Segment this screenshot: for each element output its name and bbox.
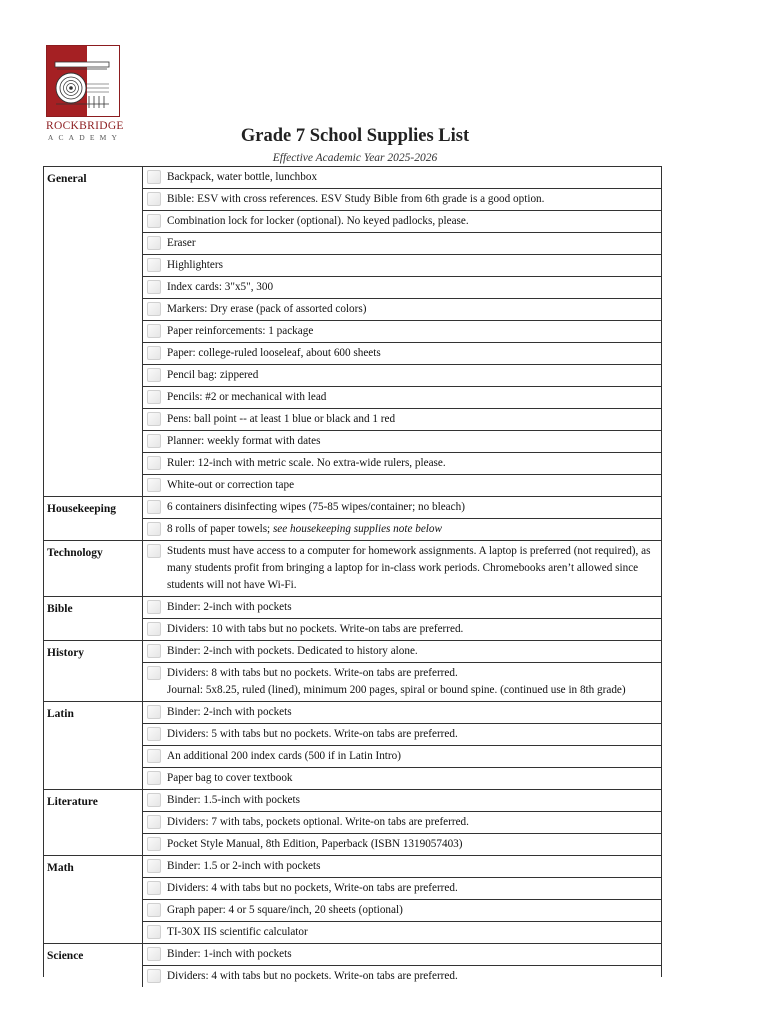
category-label: Bible xyxy=(44,597,143,640)
checkbox[interactable] xyxy=(147,302,161,316)
list-item: Index cards: 3"x5", 300 xyxy=(143,277,661,299)
housekeeping-note-link: see housekeeping supplies note below xyxy=(272,523,442,535)
list-item: Backpack, water bottle, lunchbox xyxy=(143,167,661,189)
checkbox[interactable] xyxy=(147,705,161,719)
category-label: Latin xyxy=(44,702,143,789)
list-item: Markers: Dry erase (pack of assorted colors) xyxy=(143,299,661,321)
list-item: Dividers: 4 with tabs but no pockets, Write-on tabs are preferred. xyxy=(143,878,661,900)
category-label: Math xyxy=(44,856,143,943)
checkbox[interactable] xyxy=(147,170,161,184)
checkbox[interactable] xyxy=(147,522,161,536)
checkbox[interactable] xyxy=(147,368,161,382)
section-general xyxy=(44,167,661,497)
list-item: Combination lock for locker (optional). No keyed padlocks, please. xyxy=(143,211,661,233)
list-item: Paper reinforcements: 1 package xyxy=(143,321,661,343)
logo-subtitle: ACADEMY xyxy=(47,133,123,142)
checkbox[interactable] xyxy=(147,969,161,983)
checkbox[interactable] xyxy=(147,644,161,658)
section-bible xyxy=(44,597,661,641)
checkbox[interactable] xyxy=(147,258,161,272)
category-label: General xyxy=(44,167,143,496)
checkbox[interactable] xyxy=(147,390,161,404)
list-item: Dividers: 5 with tabs but no pockets. Write-on tabs are preferred. xyxy=(143,724,661,746)
list-item: Binder: 2-inch with pockets. Dedicated to history alone. xyxy=(143,641,661,663)
list-item: Dividers: 8 with tabs but no pockets. Write-on tabs are preferred. Journal: 5x8.25, ruled (lined), minimum 200 pages, spiral or bound spine. (continued use in 8th grade) xyxy=(143,663,661,701)
checkbox[interactable] xyxy=(147,749,161,763)
page-subtitle: Effective Academic Year 2025-2026 xyxy=(272,152,438,164)
ionic-capital-logo-icon xyxy=(46,45,120,117)
category-label: History xyxy=(44,641,143,701)
list-item: 8 rolls of paper towels; see housekeeping supplies note below xyxy=(143,519,661,540)
checkbox[interactable] xyxy=(147,544,161,558)
section-housekeeping xyxy=(44,497,661,541)
list-item: Binder: 2-inch with pockets xyxy=(143,702,661,724)
list-item: Binder: 2-inch with pockets xyxy=(143,597,661,619)
list-item: Paper bag to cover textbook xyxy=(143,768,661,789)
checkbox[interactable] xyxy=(147,815,161,829)
list-item: Highlighters xyxy=(143,255,661,277)
checkbox[interactable] xyxy=(147,456,161,470)
section-history xyxy=(44,641,661,702)
list-item: Pencil bag: zippered xyxy=(143,365,661,387)
list-item: Planner: weekly format with dates xyxy=(143,431,661,453)
list-item: Pens: ball point -- at least 1 blue or black and 1 red xyxy=(143,409,661,431)
list-item: Pocket Style Manual, 8th Edition, Paperback (ISBN 1319057403) xyxy=(143,834,661,855)
checkbox[interactable] xyxy=(147,947,161,961)
checkbox[interactable] xyxy=(147,214,161,228)
list-item: Graph paper: 4 or 5 square/inch, 20 sheets (optional) xyxy=(143,900,661,922)
list-item: Ruler: 12-inch with metric scale. No extra-wide rulers, please. xyxy=(143,453,661,475)
list-item: 6 containers disinfecting wipes (75-85 wipes/container; no bleach) xyxy=(143,497,661,519)
checkbox[interactable] xyxy=(147,837,161,851)
logo-wordmark: ROCKBRIDGE xyxy=(46,120,124,132)
category-label: Literature xyxy=(44,790,143,855)
list-item: Pencils: #2 or mechanical with lead xyxy=(143,387,661,409)
checkbox[interactable] xyxy=(147,434,161,448)
section-literature xyxy=(44,790,661,856)
checkbox[interactable] xyxy=(147,793,161,807)
checkbox[interactable] xyxy=(147,346,161,360)
checkbox[interactable] xyxy=(147,280,161,294)
list-item: Dividers: 4 with tabs but no pockets. Write-on tabs are preferred. xyxy=(143,966,661,987)
list-item: Paper: college-ruled looseleaf, about 600 sheets xyxy=(143,343,661,365)
list-item: Dividers: 10 with tabs but no pockets. Write-on tabs are preferred. xyxy=(143,619,661,640)
list-item: Binder: 1.5-inch with pockets xyxy=(143,790,661,812)
checkbox[interactable] xyxy=(147,859,161,873)
checkbox[interactable] xyxy=(147,925,161,939)
list-item: Binder: 1-inch with pockets xyxy=(143,944,661,966)
checkbox[interactable] xyxy=(147,324,161,338)
list-item: Dividers: 7 with tabs, pockets optional. Write-on tabs are preferred. xyxy=(143,812,661,834)
supplies-table xyxy=(43,166,662,982)
list-item: White-out or correction tape xyxy=(143,475,661,496)
list-item: Students must have access to a computer for homework assignments. A laptop is preferred (not required), as many students profit from bringing a laptop for in-class work periods. Chromebooks aren’t allowed since students will not have Wi-Fi. xyxy=(143,541,661,596)
page-title: Grade 7 School Supplies List xyxy=(240,126,470,146)
checkbox[interactable] xyxy=(147,881,161,895)
list-item: An additional 200 index cards (500 if in Latin Intro) xyxy=(143,746,661,768)
checkbox[interactable] xyxy=(147,727,161,741)
checkbox[interactable] xyxy=(147,412,161,426)
checkbox[interactable] xyxy=(147,622,161,636)
category-label: Technology xyxy=(44,541,143,596)
section-math xyxy=(44,856,661,944)
list-item: Eraser xyxy=(143,233,661,255)
list-item: Binder: 1.5 or 2-inch with pockets xyxy=(143,856,661,878)
checkbox[interactable] xyxy=(147,500,161,514)
section-latin xyxy=(44,702,661,790)
category-label: Housekeeping xyxy=(44,497,143,540)
checkbox[interactable] xyxy=(147,600,161,614)
checkbox[interactable] xyxy=(147,236,161,250)
section-technology xyxy=(44,541,661,597)
checkbox[interactable] xyxy=(147,192,161,206)
category-label: Science xyxy=(44,944,143,987)
section-science xyxy=(44,944,661,987)
checkbox[interactable] xyxy=(147,666,161,680)
list-item: TI-30X IIS scientific calculator xyxy=(143,922,661,943)
checkbox[interactable] xyxy=(147,478,161,492)
list-item: Bible: ESV with cross references. ESV Study Bible from 6th grade is a good option. xyxy=(143,189,661,211)
checkbox[interactable] xyxy=(147,771,161,785)
checkbox[interactable] xyxy=(147,903,161,917)
